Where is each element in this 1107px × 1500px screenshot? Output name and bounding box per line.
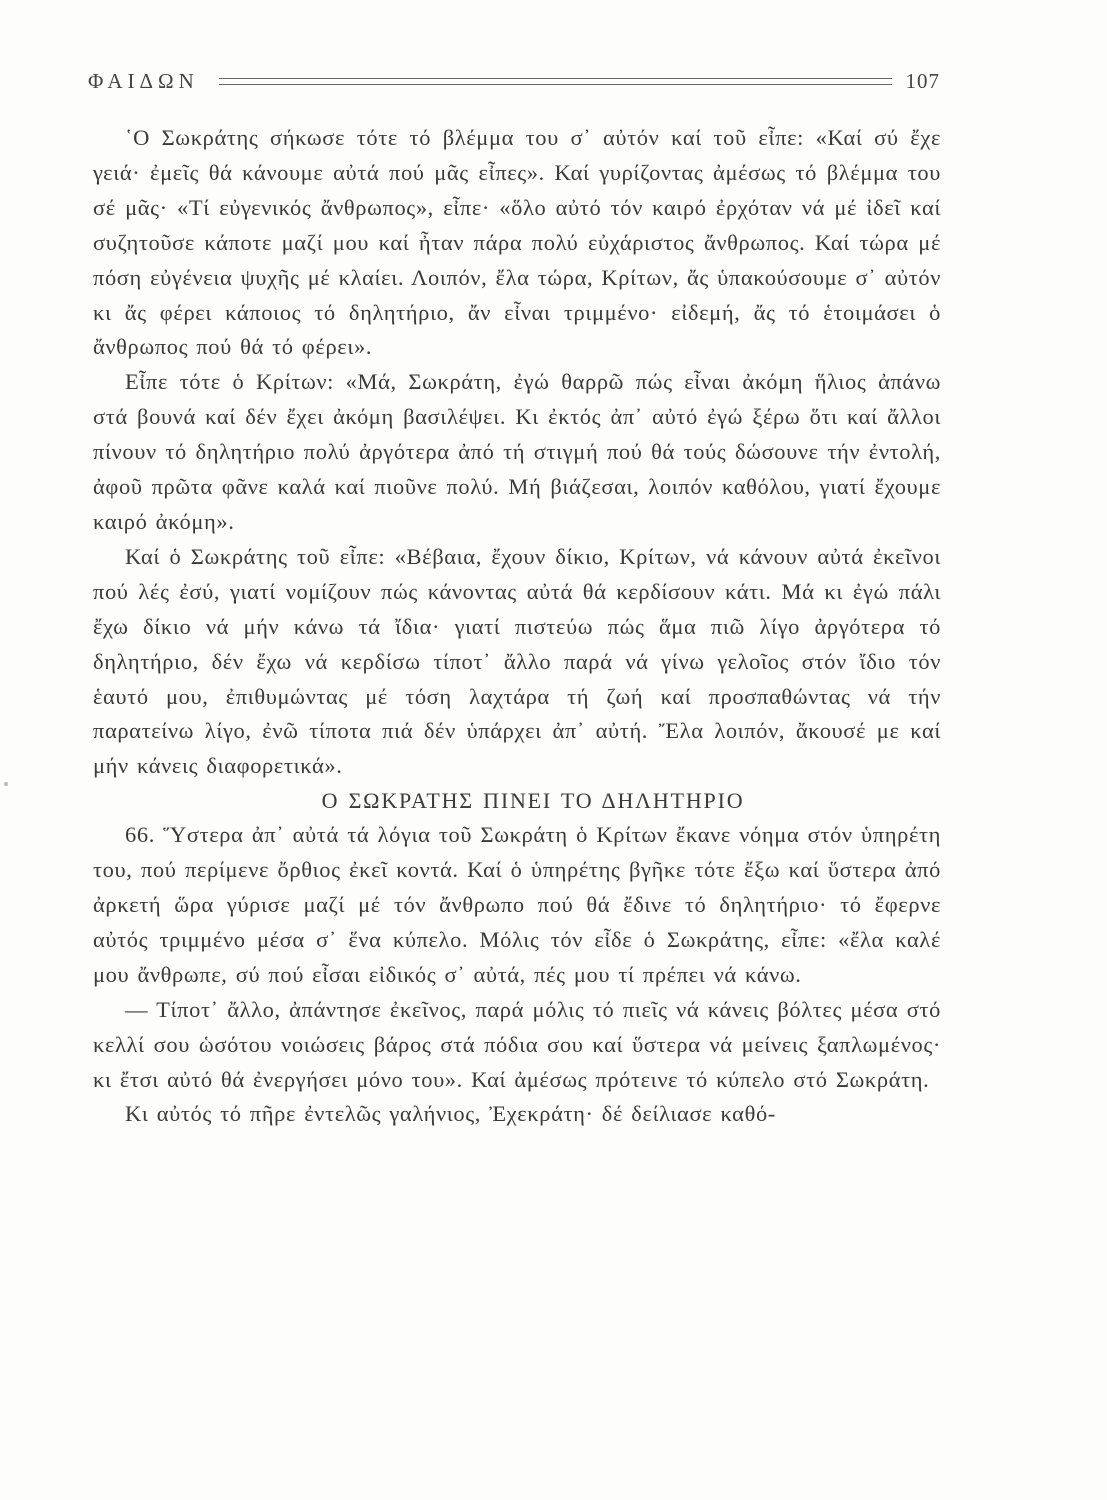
paragraph: Κι αὐτός τό πῆρε ἐντελῶς γαλήνιος, Ἐχεκράτη· δέ δείλιασε καθό- xyxy=(125,1101,776,1127)
paragraph: Καί ὁ Σωκράτης τοῦ εἶπε: «Βέβαια, ἔχουν δίκιο, Κρίτων, νά κάνουν αὐτά ἐκεῖνοι πού λές ἐσύ, γιατί νομίζουν πώς κάνοντας αὐτά θά κερδίσουν κάτι. Μά κι ἐγώ πάλι ἔχω δίκιο νά μήν κάνω τά ἴδια· γιατί πιστεύω πώς ἅμα πιῶ λίγο ἀργότερα τό δηλητήριο, δέν ἔχω νά κερδίσω τίποτ᾽ ἄλλο παρά νά γίνω γελοῖος στόν ἴδιο τόν ἑαυτό μου, ἐπιθυμώντας μέ τόση λαχτάρα τή ζωή καί προσπαθώντας νά τήν παρατείνω λίγο, ἐνῶ τίποτα πιά δέν ὑπάρχει ἀπ᾽ αὐτή. Ἔλα λοιπόν, ἄκουσέ με καί μήν κάνεις διαφορετικά». xyxy=(93,543,941,779)
paragraph: ῾Ο Σωκράτης σήκωσε τότε τό βλέμμα του σ᾽ αὐτόν καί τοῦ εἶπε: «Καί σύ ἔχε γειά· ἐμεῖς θά κάνουμε αὐτά πού μᾶς εἶπες». Καί γυρίζοντας ἀμέσως τό βλέμμα του σέ μᾶς· «Τί εὐγενικός ἄνθρωπος», εἶπε· «ὅλο αὐτό τόν καιρό ἐρχόταν νά μέ ἰδεῖ καί συζητοῦσε κάποτε μαζί μου καί ἦταν πάρα πολύ εὐχάριστος ἄνθρωπος. Καί τώρα μέ πόση εὐγένεια ψυχῆς μέ κλαίει. Λοιπόν, ἔλα τώρα, Κρίτων, ἄς ὑπακούσουμε σ᾽ αὐτόν κι ἄς φέρει κάποιος τό δηλητήριο, ἄν εἶναι τριμμένο· εἰδεμή, ἄς τό ἑτοιμάσει ὁ ἄνθρωπος πού θά τό φέρει». xyxy=(93,125,941,360)
scan-speck xyxy=(4,782,8,786)
section-heading: Ο ΣΩΚΡΑΤΗΣ ΠΙΝΕΙ ΤΟ ΔΗΛΗΤΗΡΙΟ xyxy=(321,788,745,814)
paragraph: 66. Ὕστερα ἀπ᾽ αὐτά τά λόγια τοῦ Σωκράτη ὁ Κρίτων ἔκανε νόημα στόν ὑπηρέτη του, πού περίμενε ὄρθιος ἐκεῖ κοντά. Καί ὁ ὑπηρέτης βγῆκε τότε ἔξω καί ὕστερα ἀπό ἀρκετή ὥρα γύρισε μαζί μέ τόν ἄνθρωπο πού θά ἔδινε τό δηλητήριο· τό ἔφερνε αὐτός τριμμένο μέσα σ᾽ ἕνα κύπελο. Μόλις τόν εἶδε ὁ Σωκράτης, εἶπε: «ἔλα καλέ μου ἄνθρωπε, σύ πού εἶσαι εἰδικός σ᾽ αὐτά, πές μου τί πρέπει νά κάνω. xyxy=(93,822,941,987)
paragraph: Εἶπε τότε ὁ Κρίτων: «Μά, Σωκράτη, ἐγώ θαρρῶ πώς εἶναι ἀκόμη ἥλιος ἀπάνω στά βουνά καί δέν ἔχει ἀκόμη βασιλέψει. Κι ἐκτός ἀπ᾽ αὐτό ἐγώ ξέρω ὅτι καί ἄλλοι πίνουν τό δηλητήριο πολύ ἀργότερα ἀπό τή στιγμή πού θά τούς δώσουνε τήν ἐντολή, ἀφοῦ πρῶτα φᾶνε καλά καί πιοῦνε πολύ. Μή βιάζεσαι, λοιπόν καθόλου, γιατί ἔχουμε καιρό ἀκόμη». xyxy=(93,369,941,534)
running-head xyxy=(88,66,940,96)
running-title: ΦΑΙΔΩΝ xyxy=(88,68,199,93)
paragraph: — Τίποτ᾽ ἄλλο, ἀπάντησε ἐκεῖνος, παρά μόλις τό πιεῖς νά κάνεις βόλτες μέσα στό κελλί σου ὡσότου νοιώσεις βάρος στά πόδια σου καί ὕστερα νά μείνεις ξαπλωμένος· κι ἔτσι αὐτό θά ἐνεργήσει μόνο του». Καί ἀμέσως πρότεινε τό κύπελο στό Σωκράτη. xyxy=(93,996,941,1092)
page-number: 107 xyxy=(905,68,940,93)
header-double-rule xyxy=(219,78,892,85)
body-text xyxy=(93,121,941,1132)
